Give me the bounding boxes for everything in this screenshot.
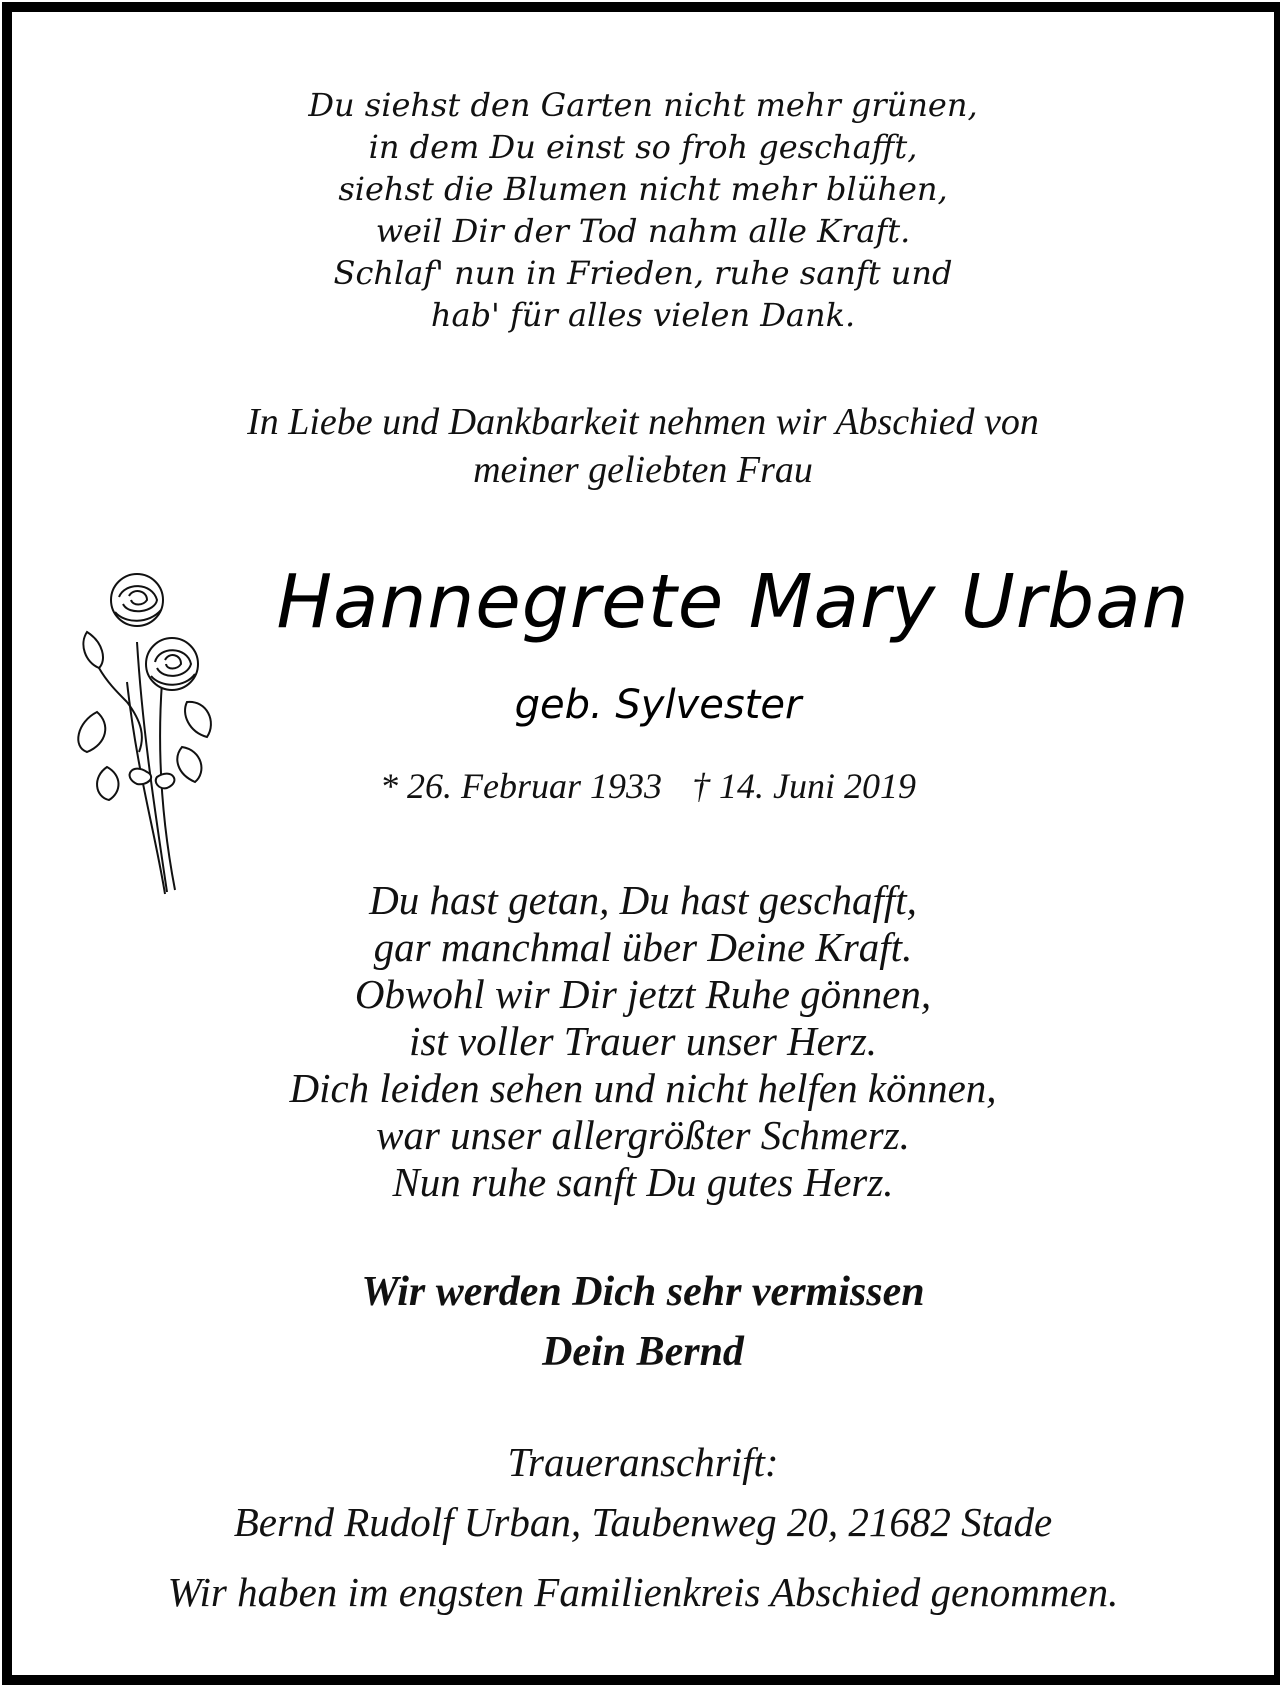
poem-line: war unser allergrößter Schmerz.: [376, 1112, 910, 1158]
death-date: † 14. Juni 2019: [692, 766, 916, 806]
intro-line: In Liebe und Dankbarkeit nehmen wir Abschied von: [247, 401, 1039, 443]
poem-line: Dich leiden sehen und nicht helfen können,: [289, 1065, 997, 1111]
poem-line: Schlaf' nun in Frieden, ruhe sanft und: [333, 254, 953, 292]
address-label: Traueranschrift:: [507, 1439, 779, 1485]
intro-text: [12, 398, 1274, 494]
closing-message: [12, 1262, 1274, 1382]
main-poem: [12, 877, 1274, 1206]
birth-date: * 26. Februar 1933: [380, 766, 662, 806]
opening-poem: [12, 84, 1274, 336]
deceased-name: Hannegrete Mary Urban: [276, 559, 1190, 645]
obituary-frame: [2, 2, 1280, 1685]
poem-line: weil Dir der Tod nahm alle Kraft.: [375, 212, 911, 250]
mourning-address: Bernd Rudolf Urban, Taubenweg 20, 21682 Stade: [233, 1499, 1053, 1545]
intro-line: meiner geliebten Frau: [473, 449, 813, 491]
family-note: Wir haben im engsten Familienkreis Abschied genommen.: [167, 1569, 1119, 1615]
poem-line: Nun ruhe sanft Du gutes Herz.: [392, 1159, 894, 1205]
poem-line: ist voller Trauer unser Herz.: [408, 1018, 878, 1064]
maiden-name: geb. Sylvester: [514, 682, 802, 728]
poem-line: Du hast getan, Du hast geschafft,: [369, 877, 917, 923]
life-dates: [22, 764, 1274, 808]
poem-line: hab' für alles vielen Dank.: [430, 296, 856, 334]
poem-line: siehst die Blumen nicht mehr blühen,: [338, 170, 948, 208]
poem-line: gar manchmal über Deine Kraft.: [373, 924, 913, 970]
signature: Dein Bernd: [542, 1329, 744, 1375]
poem-line: Obwohl wir Dir jetzt Ruhe gönnen,: [354, 971, 932, 1017]
closing-line: Wir werden Dich sehr vermissen: [361, 1269, 925, 1315]
poem-line: Du siehst den Garten nicht mehr grünen,: [308, 86, 978, 124]
poem-line: in dem Du einst so froh geschafft,: [368, 128, 918, 166]
